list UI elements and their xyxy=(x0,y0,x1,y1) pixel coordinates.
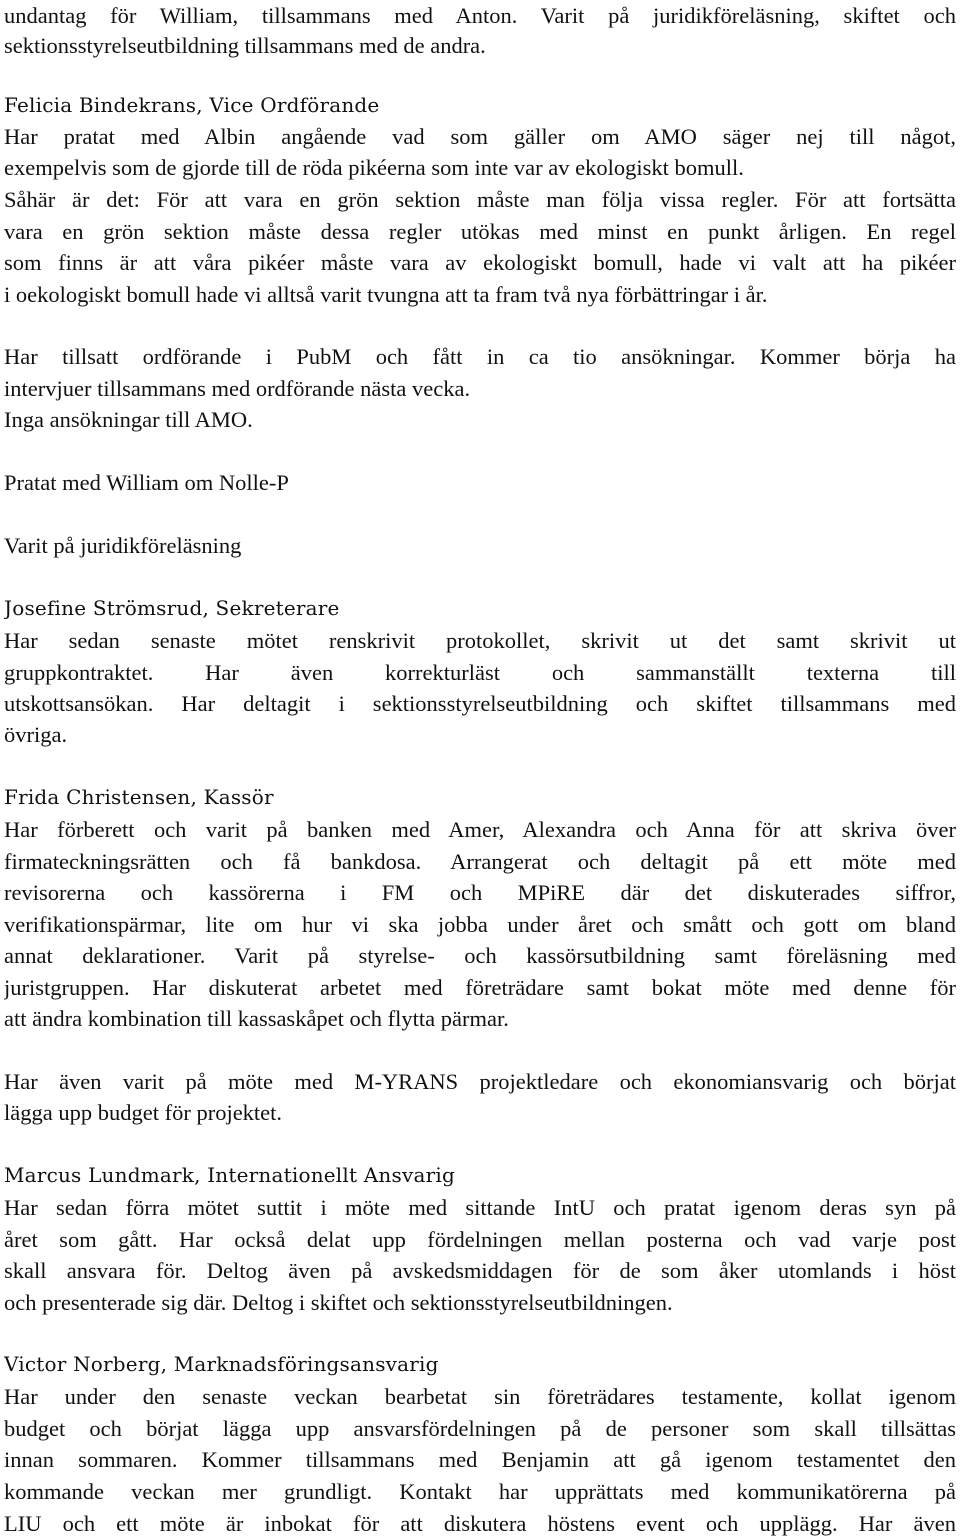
section-heading: Victor Norberg, Marknadsföringsansvarig xyxy=(4,1352,439,1376)
text-line: Har även varit på möte med M-YRANS projektledare och ekonomiansvarig och börjat xyxy=(4,1069,956,1094)
text-line: undantag för William, tillsammans med Anton. Varit på juridikföreläsning, skiftet och xyxy=(4,3,956,28)
text-line: Har pratat med Albin angående vad som gäller om AMO säger nej till något, xyxy=(4,124,956,149)
section-heading: Marcus Lundmark, Internationellt Ansvarig xyxy=(4,1163,455,1187)
text-line: budget och börjat lägga upp ansvarsfördelningen på de personer som skall tillsättas xyxy=(4,1416,956,1441)
section-heading: Frida Christensen, Kassör xyxy=(4,785,274,809)
text-line: annat deklarationer. Varit på styrelse- och kassörsutbildning samt föreläsning med xyxy=(4,943,956,968)
text-line: skall ansvara för. Deltog även på avskedsmiddagen för de som åker utomlands i höst xyxy=(4,1258,956,1283)
text-line: Har sedan förra mötet suttit i möte med sittande IntU och pratat igenom deras syn på xyxy=(4,1195,956,1220)
text-line: Har tillsatt ordförande i PubM och fått in ca tio ansökningar. Kommer börja ha xyxy=(4,344,956,369)
text-line: vara en grön sektion måste dessa regler utökas med minst en punkt årligen. En regel xyxy=(4,219,956,244)
text-line: sektionsstyrelseutbildning tillsammans med de andra. xyxy=(4,33,486,58)
text-line: som finns är att våra pikéer måste vara av ekologiskt bomull, hade vi valt att ha pikéer xyxy=(4,250,956,275)
text-line: gruppkontraktet. Har även korrekturläst och sammanställt texterna till xyxy=(4,660,956,685)
section-heading: Josefine Strömsrud, Sekreterare xyxy=(4,596,340,620)
text-line: övriga. xyxy=(4,722,68,747)
text-line: firmateckningsrätten och få bankdosa. Arrangerat och deltagit på ett möte med xyxy=(4,849,956,874)
text-line: juristgruppen. Har diskuterat arbetet med företrädare samt bokat möte med denne för xyxy=(4,975,956,1000)
text-line: exempelvis som de gjorde till de röda pikéerna som inte var av ekologiskt bomull. xyxy=(4,155,744,180)
text-line: Har förberett och varit på banken med Amer, Alexandra och Anna för att skriva över xyxy=(4,817,956,842)
text-line: Har under den senaste veckan bearbetat sin företrädares testamente, kollat igenom xyxy=(4,1384,956,1409)
text-line: och presenterade sig där. Deltog i skiftet och sektionsstyrelseutbildningen. xyxy=(4,1290,673,1315)
section-heading: Felicia Bindekrans, Vice Ordförande xyxy=(4,93,380,117)
text-line: kommande veckan mer grundligt. Kontakt har upprättats med kommunikatörerna på xyxy=(4,1479,956,1504)
text-line: LIU och ett möte är inbokat för att diskutera höstens event och upplägg. Har även xyxy=(4,1511,956,1536)
text-line: lägga upp budget för projektet. xyxy=(4,1100,283,1125)
text-line: Varit på juridikföreläsning xyxy=(4,533,242,558)
text-line: Har sedan senaste mötet renskrivit protokollet, skrivit ut det samt skrivit ut xyxy=(4,628,956,653)
text-line: att ändra kombination till kassaskåpet och flytta pärmar. xyxy=(4,1006,509,1031)
text-line: i oekologiskt bomull hade vi alltså varit tvungna att ta fram två nya förbättringar i år. xyxy=(4,282,768,307)
text-line: intervjuer tillsammans med ordförande nästa vecka. xyxy=(4,376,471,401)
text-line: utskottsansökan. Har deltagit i sektionsstyrelseutbildning och skiftet tillsammans med xyxy=(4,691,956,716)
text-line: Pratat med William om Nolle-P xyxy=(4,470,289,495)
text-line: året som gått. Har också delat upp fördelningen mellan posterna och vad varje post xyxy=(4,1227,956,1252)
text-line: Inga ansökningar till AMO. xyxy=(4,407,253,432)
text-line: Såhär är det: För att vara en grön sektion måste man följa vissa regler. För att fortsätta xyxy=(4,187,956,212)
text-line: verifikationspärmar, lite om hur vi ska jobba under året och smått och gott om bland xyxy=(4,912,956,937)
text-line: innan sommaren. Kommer tillsammans med Benjamin att gå igenom testamentet den xyxy=(4,1447,956,1472)
text-line: revisorerna och kassörerna i FM och MPiRE där det diskuterades siffror, xyxy=(4,880,956,905)
